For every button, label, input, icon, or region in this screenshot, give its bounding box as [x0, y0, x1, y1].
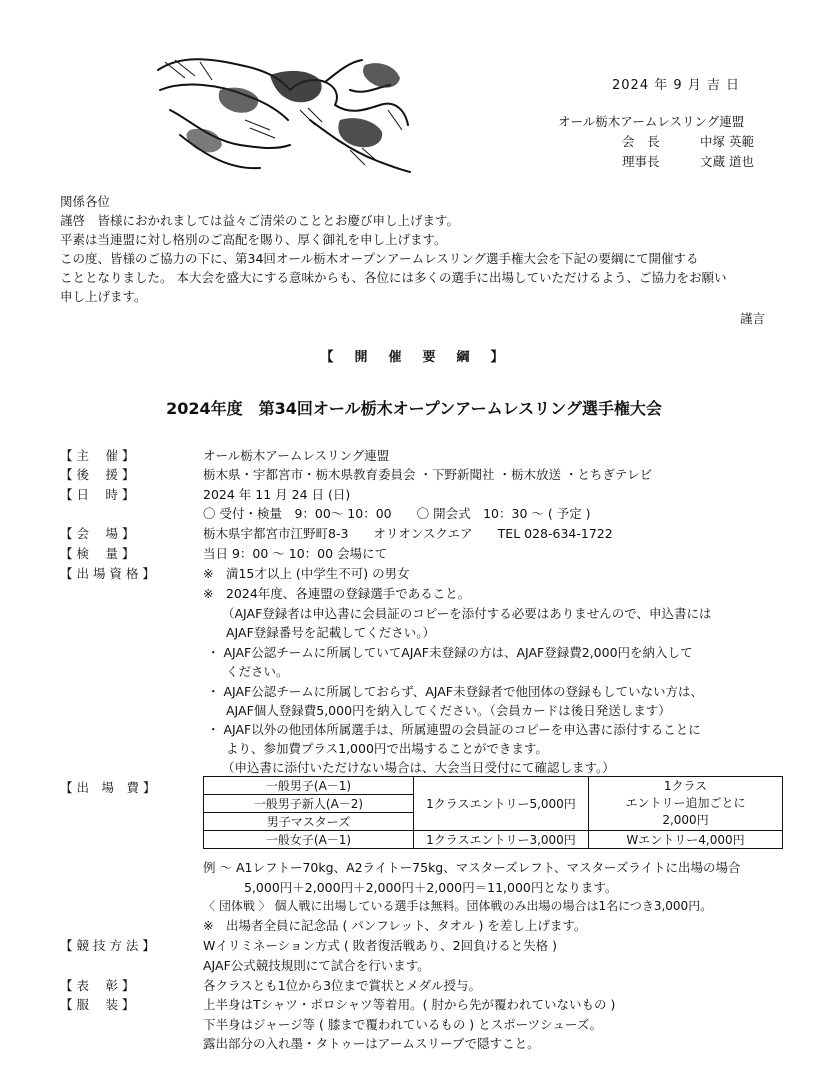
signatory-name: 中塚 英範 [700, 134, 754, 149]
event-title: 2024年度 第34回オール栃木オープンアームレスリング選手権大会 [166, 399, 662, 418]
arm-wrestling-illustration [150, 50, 415, 180]
letter-line: こととなりました。 本大会を盛大にする意味からも、各位には多くの選手に出場していただけるよう、ご協力をお願い [60, 270, 727, 285]
weighin-label: 【 検 量 】 [60, 546, 135, 561]
venue-value: 栃木県宇都宮市江野町8-3 オリオンスクエア TEL 028-634-1722 [203, 526, 613, 541]
fee-additional [589, 777, 783, 831]
organizer-value: オール栃木アームレスリング連盟 [203, 448, 390, 463]
date-label: 【 日 時 】 [60, 487, 135, 502]
fee-category: 男子マスターズ [204, 813, 414, 831]
sponsor-label: 【 後 援 】 [60, 467, 135, 482]
attire-line: 下半身はジャージ等 ( 膝まで覆われているもの ) とスポーツシューズ。 [203, 1017, 603, 1032]
sponsor-value: 栃木県・宇都宮市・栃木県教育委員会 ・下野新聞社 ・栃木放送 ・とちぎテレビ [203, 467, 653, 482]
letter-line: 申し上げます。 [60, 289, 147, 304]
eligibility-line: AJAF個人登録費5,000円を納入してください。（会員カードは後日発送します） [226, 703, 671, 718]
fee-additional-line: 2,000円 [662, 813, 709, 827]
eligibility-line: AJAF登録番号を記載してください。） [226, 625, 436, 640]
signatory-name: 文蔵 道也 [700, 154, 754, 169]
letter-line: 平素は当連盟に対し格別のご高配を賜り、厚く御礼を申し上げます。 [60, 232, 447, 247]
method-line: Wイリミネーション方式 ( 敗者復活戦あり、2回負けると失格 ) [203, 938, 557, 953]
fee-additional-line: 1クラス [663, 779, 708, 793]
closing: 謹言 [740, 311, 766, 326]
fee-women-entry: 1クラスエントリー3,000円 [414, 831, 589, 849]
method-line: AJAF公式競技規則にて試合を行います。 [203, 958, 430, 973]
fee-additional-line: エントリー追加ごとに [625, 796, 746, 810]
venue-label: 【 会 場 】 [60, 526, 135, 541]
eligibility-line: （申込書に添付いただけない場合は、大会当日受付にて確認します。） [222, 760, 615, 775]
fee-note: 〈 団体戦 〉 個人戦に出場している選手は無料。団体戦のみ出場の場合は1名につき3,000円。 [203, 899, 713, 913]
fee-category: 一般男子新人(A－2) [204, 795, 414, 813]
table-row [204, 831, 783, 849]
letter-line: この度、皆様のご協力の下に、第34回オール栃木オープンアームレスリング選手権大会を下記の要綱にて開催する [60, 251, 699, 266]
fee-w-entry: Wエントリー4,000円 [589, 831, 783, 849]
eligibility-line: ※ 満15才以上 (中学生不可) の男女 [203, 566, 410, 581]
fee-note: ※ 出場者全員に記念品 ( パンフレット、タオル ) を差し上げます。 [203, 918, 587, 933]
fee-table [203, 776, 783, 849]
award-label: 【 表 彰 】 [60, 978, 135, 993]
eligibility-label: 【 出 場 資 格 】 [60, 566, 155, 581]
section-heading: 【 開 催 要 綱 】 [320, 350, 508, 365]
signatory-role: 理事長 [622, 154, 660, 169]
schedule-value: 〇 受付・検量 9：00～ 10：00 〇 開会式 10：30 ～ ( 予定 ) [203, 506, 591, 521]
table-row [204, 777, 783, 795]
eligibility-line: より、参加費プラス1,000円で出場することができます。 [226, 741, 548, 756]
fee-label: 【 出 場 費 】 [60, 780, 156, 795]
weighin-value: 当日 9：00 ～ 10：00 会場にて [203, 546, 388, 561]
eligibility-line: ・ AJAF公認チームに所属していてAJAF未登録の方は、AJAF登録費2,000円を納入して [207, 645, 693, 660]
eligibility-line: ※ 2024年度、各連盟の登録選手であること。 [203, 586, 471, 601]
fee-men-entry: 1クラスエントリー5,000円 [414, 777, 589, 831]
signatory-role: 会 長 [622, 134, 660, 149]
eligibility-line: （AJAF登録者は申込書に会員証のコピーを添付する必要はありませんので、申込書には [222, 606, 712, 621]
issue-date: 2024 年 9 月 吉 日 [612, 78, 741, 93]
date-value: 2024 年 11 月 24 日 (日) [203, 487, 351, 502]
organizer-label: 【 主 催 】 [60, 448, 135, 463]
eligibility-line: ・ AJAF公認チームに所属しておらず、AJAF未登録者で他団体の登録もしていない方は、 [207, 684, 703, 699]
fee-note: 5,000円＋2,000円＋2,000円＋2,000円＝11,000円となります。 [244, 880, 618, 895]
fee-category: 一般女子(A－1) [204, 831, 414, 849]
eligibility-line: ・ AJAF以外の他団体所属選手は、所属連盟の会員証のコピーを申込書に添付することに [207, 722, 701, 737]
issuing-organization: オール栃木アームレスリング連盟 [558, 114, 745, 129]
salutation: 関係各位 [60, 194, 111, 209]
fee-note: 例 ～ A1レフトー70kg、A2ライトー75kg、マスターズレフト、マスターズライトに出場の場合 [203, 860, 741, 875]
eligibility-line: ください。 [226, 664, 289, 679]
method-label: 【 競 技 方 法 】 [60, 938, 155, 953]
fee-category: 一般男子(A－1) [204, 777, 414, 795]
attire-line: 露出部分の入れ墨・タトゥーはアームスリーブで隠すこと。 [203, 1036, 540, 1051]
award-value: 各クラスとも1位から3位まで賞状とメダル授与。 [203, 978, 482, 993]
attire-label: 【 服 装 】 [60, 997, 135, 1012]
letter-line: 謹啓 皆様におかれましては益々ご清栄のこととお慶び申し上げます。 [60, 213, 460, 228]
attire-line: 上半身はTシャツ・ポロシャツ等着用。( 肘から先が覆われていないもの ) [203, 997, 616, 1012]
